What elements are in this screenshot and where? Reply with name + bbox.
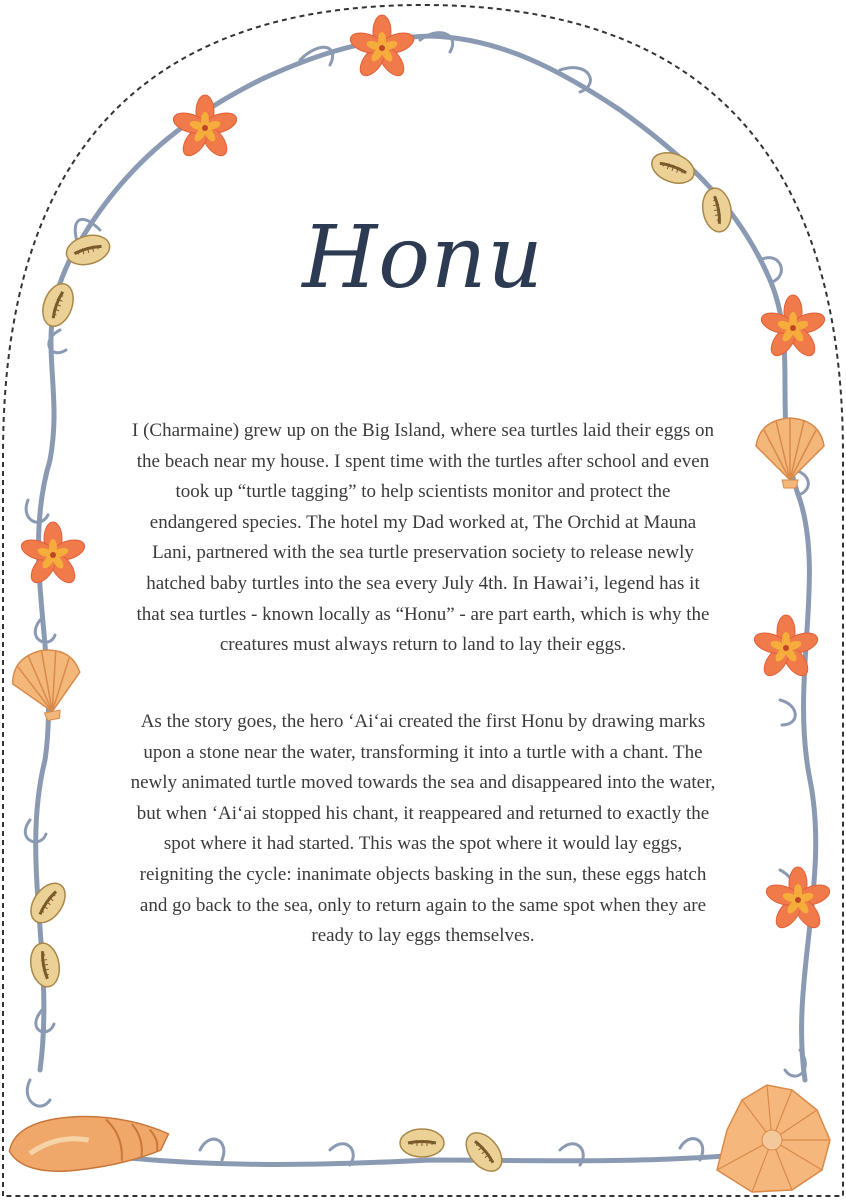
plumeria-icon — [348, 15, 416, 80]
page-title: Honu — [302, 208, 544, 308]
story-paragraph-1: I (Charmaine) grew up on the Big Island, where sea turtles laid their eggs on the beach near my house. I spent time with the turtles after school and even took up “turtle tagging” to help scientists monitor and protect the endangered species. The hotel my Dad worked at, The Orchid at Mauna Lani, partnered with the sea turtle preservation society to release newly hatched baby turtles into the sea every July 4th. In Hawai’i, legend has it that sea turtles - known locally as “Honu” - are part earth, which is why the creatures must always return to land to lay their eggs. — [132, 420, 714, 656]
scallop-shell-icon — [756, 418, 824, 488]
cowrie-shell-icon — [648, 147, 699, 188]
cowrie-shell-icon — [24, 877, 72, 929]
plumeria-icon — [752, 615, 820, 680]
plumeria-icon — [171, 95, 239, 160]
cowrie-shell-icon — [459, 1126, 509, 1178]
plumeria-icon — [764, 867, 832, 932]
cowrie-shell-icon — [27, 941, 62, 989]
scallop-shell-icon — [8, 645, 87, 726]
story-paragraph-2: As the story goes, the hero ‘Ai‘ai created the first Honu by drawing marks upon a stone near the water, transforming it into a turtle with a chant. The newly animated turtle moved towards the sea and disappeared into the water, but when ‘Ai‘ai stopped his chant, it reappeared and returned to exactly the spot where it had started. This was the spot where it would lay eggs, reigniting the cycle: inanimate objects basking in the sun, these eggs hatch and go back to the sea, only to return again to the same spot when they are ready to lay eggs themselves. — [130, 711, 716, 947]
conch-shell-icon — [6, 1103, 172, 1179]
plumeria-icon — [19, 522, 87, 587]
conch-shell-icon — [717, 1085, 830, 1192]
cowrie-shell-icon — [400, 1129, 444, 1157]
